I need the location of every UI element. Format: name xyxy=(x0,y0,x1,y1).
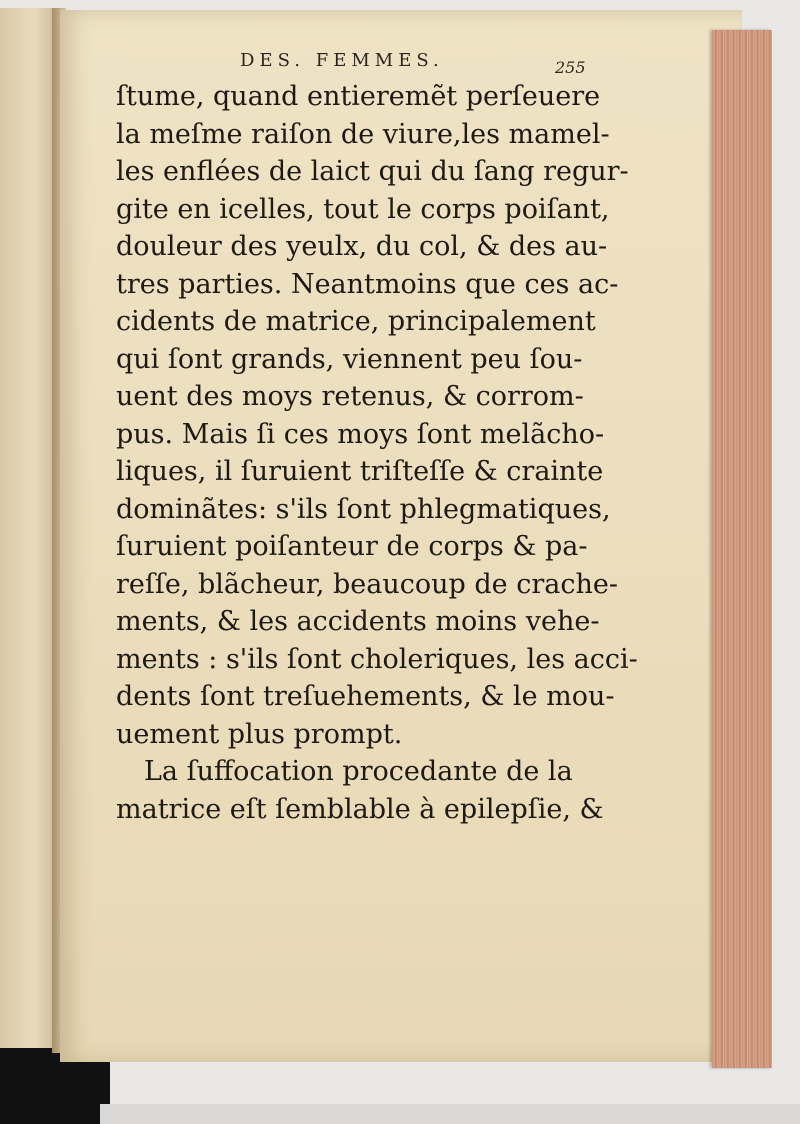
text-line: dents ſont treſuehements, & le mou- xyxy=(116,681,615,712)
facing-page-edge xyxy=(0,8,59,1048)
text-line: matrice eſt ſemblable à epilepſie, & xyxy=(116,793,604,825)
text-line: tres parties. Neantmoins que ces ac- xyxy=(116,268,619,300)
paragraph-start-line: La ſuffocation procedante de la xyxy=(144,756,573,787)
scan-background-strip xyxy=(100,1104,800,1124)
text-line: uent des moys retenus, & corrom- xyxy=(116,381,584,412)
text-line: ſuruient poiſanteur de corps & pa- xyxy=(116,531,588,562)
page-block-edge xyxy=(712,30,772,1068)
page-text xyxy=(116,78,716,828)
page-number: 255 xyxy=(555,58,586,77)
running-title: DES. FEMMES. xyxy=(240,50,444,71)
text-line: douleur des yeulx, du col, & des au- xyxy=(116,231,608,262)
text-line: les enflées de laict qui du ſang regur- xyxy=(116,156,629,187)
text-line: qui ſont grands, viennent peu ſou- xyxy=(116,343,583,375)
text-line: uement plus prompt. xyxy=(116,718,403,750)
text-line: gite en icelles, tout le corps poiſant, xyxy=(116,193,610,225)
text-line: dominãtes: s'ils ſont phlegmatiques, xyxy=(116,493,611,525)
text-line: ments : s'ils ſont choleriques, les acci- xyxy=(116,643,638,675)
text-line: la meſme raiſon de viure,les mamel- xyxy=(116,118,610,150)
text-line: pus. Mais ſi ces moys ſont melãcho- xyxy=(116,418,605,450)
text-line: ments, & les accidents moins vehe- xyxy=(116,606,600,637)
text-line: ſtume, quand entieremẽt perſeuere xyxy=(116,81,601,112)
text-line: reſſe, blãcheur, beaucoup de crache- xyxy=(116,568,618,600)
text-line: liques, il ſuruient triſteſſe & crainte xyxy=(116,456,604,487)
text-line: cidents de matrice, principalement xyxy=(116,306,596,337)
